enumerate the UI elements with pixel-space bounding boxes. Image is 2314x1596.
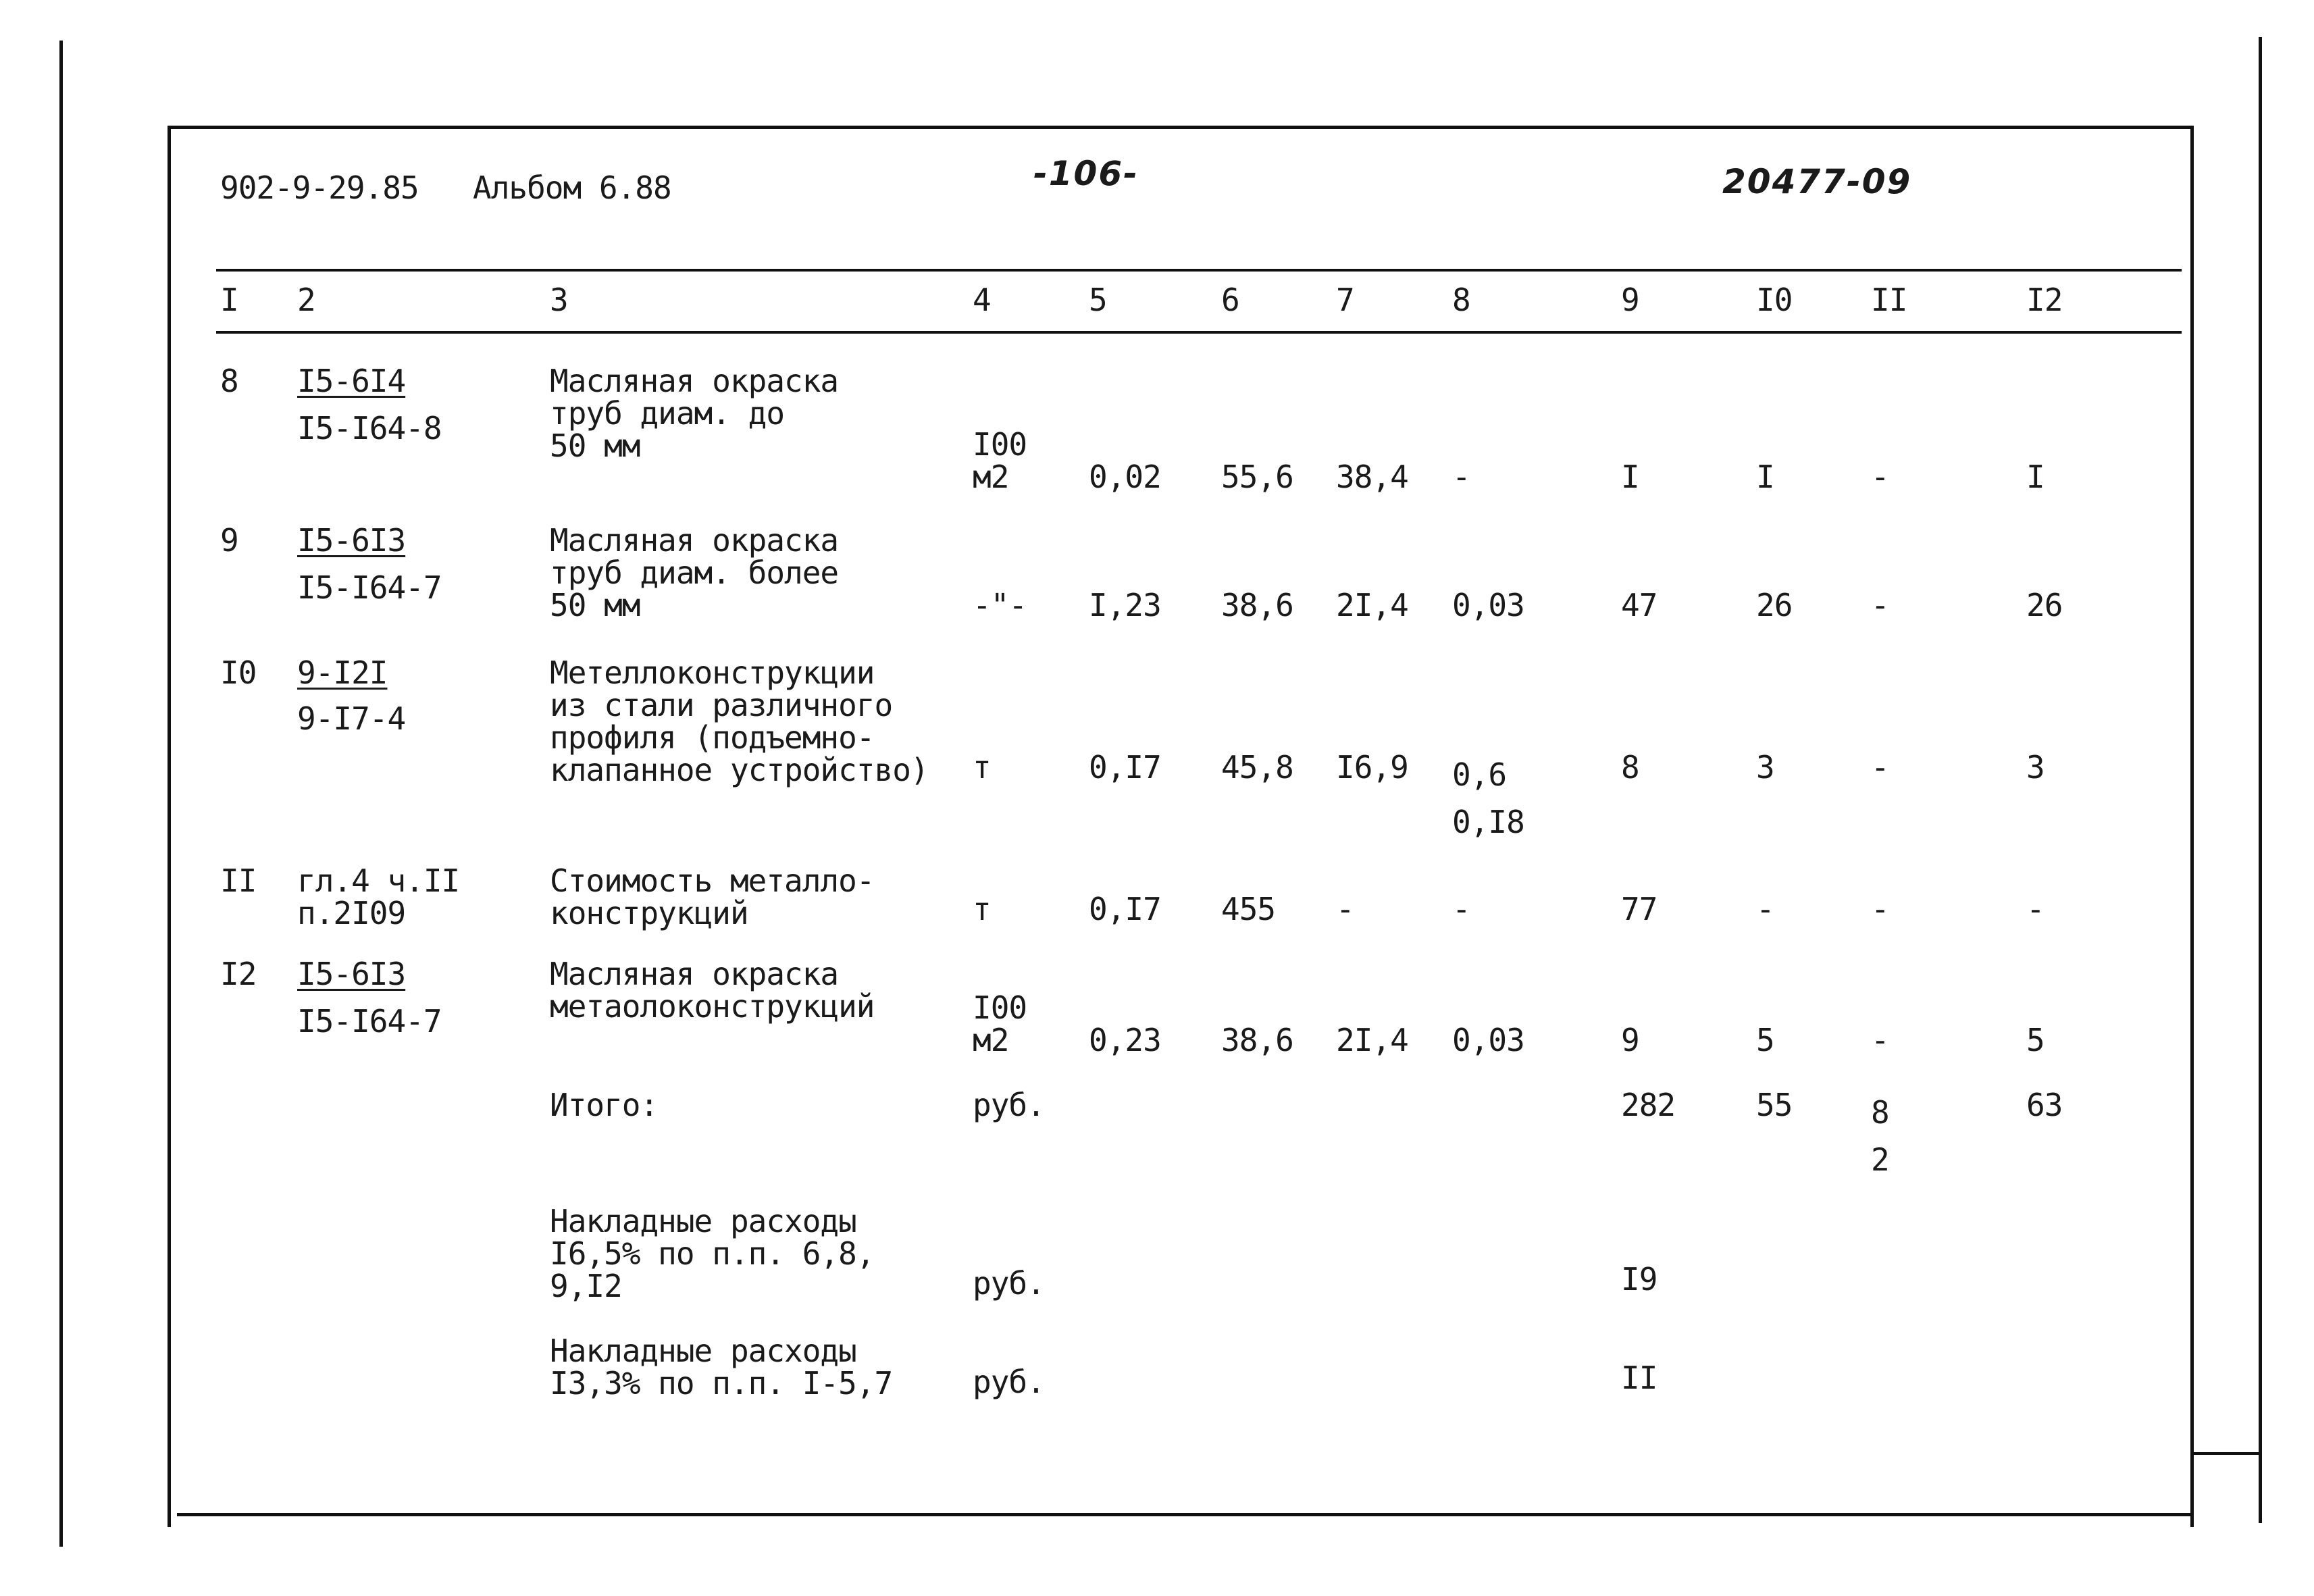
row-9-c8: 0,03 bbox=[1452, 587, 1524, 623]
row-11-num: II bbox=[220, 863, 257, 899]
row-12-c6: 38,6 bbox=[1221, 1022, 1293, 1058]
row-11-code: гл.4 ч.II п.2I09 bbox=[297, 863, 460, 931]
row-9-c5: I,23 bbox=[1089, 587, 1161, 623]
row-10-c12: 3 bbox=[2026, 749, 2045, 786]
row-8-c7: 38,4 bbox=[1336, 459, 1408, 495]
row-9-c11: - bbox=[1871, 587, 1889, 623]
row-8-c8: - bbox=[1452, 459, 1470, 495]
row-8-unit: I00 м2 bbox=[973, 426, 1027, 495]
col-header-6: 6 bbox=[1221, 282, 1239, 318]
col-header-2: 2 bbox=[297, 282, 315, 318]
overhead-2-unit: руб. bbox=[973, 1364, 1045, 1400]
stamp-number: 20477-09 bbox=[1722, 162, 1912, 201]
col-header-7: 7 bbox=[1336, 282, 1354, 318]
col-header-8: 8 bbox=[1452, 282, 1470, 318]
row-10-unit: т bbox=[973, 749, 991, 786]
overhead-2-label: Накладные расходы I3,3% по п.п. I-5,7 bbox=[550, 1333, 893, 1401]
row-9-c10: 26 bbox=[1756, 587, 1793, 623]
row-10-num: I0 bbox=[220, 654, 257, 691]
row-12-desc: Масляная окраска метаолоконструкций bbox=[550, 956, 875, 1025]
totals-c10: 55 bbox=[1756, 1087, 1793, 1123]
col-header-1: I bbox=[220, 282, 238, 318]
row-8-desc: Масляная окраска труб диам. до 50 мм bbox=[550, 363, 839, 464]
row-8-c11: - bbox=[1871, 459, 1889, 495]
row-12-num: I2 bbox=[220, 956, 257, 992]
row-9-code-top: I5-6I3 bbox=[297, 522, 406, 559]
overhead-1-label: Накладные расходы I6,5% по п.п. 6,8, 9,I2 bbox=[550, 1203, 875, 1304]
row-12-c12: 5 bbox=[2026, 1022, 2045, 1058]
row-10-c10: 3 bbox=[1756, 749, 1774, 786]
row-10-c5: 0,I7 bbox=[1089, 749, 1161, 786]
row-12-c5: 0,23 bbox=[1089, 1022, 1161, 1058]
row-10-c8: 0,6 0,I8 bbox=[1452, 756, 1524, 840]
row-12-c10: 5 bbox=[1756, 1022, 1774, 1058]
table-header-top-line bbox=[216, 269, 2182, 272]
left-margin-line bbox=[59, 41, 63, 1547]
row-11-c6: 455 bbox=[1221, 891, 1276, 927]
row-11-c9: 77 bbox=[1621, 891, 1657, 927]
totals-c9: 282 bbox=[1621, 1087, 1676, 1123]
row-12-c9: 9 bbox=[1621, 1022, 1639, 1058]
row-11-c5: 0,I7 bbox=[1089, 891, 1161, 927]
totals-label: Итого: bbox=[550, 1087, 659, 1123]
row-8-code-top: I5-6I4 bbox=[297, 363, 406, 399]
row-12-code-top: I5-6I3 bbox=[297, 956, 406, 992]
row-11-desc: Стоимость металло- конструкций bbox=[550, 863, 875, 931]
doc-code: 902-9-29.85 bbox=[220, 170, 419, 206]
row-9-unit: -"- bbox=[973, 587, 1027, 623]
row-11-c7: - bbox=[1336, 891, 1354, 927]
frame-right bbox=[2190, 126, 2194, 1527]
row-8-num: 8 bbox=[220, 363, 238, 399]
row-10-desc: Метеллоконструкции из стали различного профиля (подъемно- клапанное устройство) bbox=[550, 654, 929, 788]
row-9-c12: 26 bbox=[2026, 587, 2063, 623]
row-10-c9: 8 bbox=[1621, 749, 1639, 786]
col-header-5: 5 bbox=[1089, 282, 1107, 318]
overhead-1-c9: I9 bbox=[1621, 1261, 1657, 1297]
row-12-unit: I00 м2 bbox=[973, 989, 1027, 1058]
totals-c11: 8 2 bbox=[1871, 1094, 1889, 1178]
row-8-c9: I bbox=[1621, 459, 1639, 495]
col-header-12: I2 bbox=[2026, 282, 2063, 318]
col-header-9: 9 bbox=[1621, 282, 1639, 318]
row-10-code-bottom: 9-I7-4 bbox=[297, 700, 406, 737]
totals-c12: 63 bbox=[2026, 1087, 2063, 1123]
row-12-c8: 0,03 bbox=[1452, 1022, 1524, 1058]
row-9-code-bottom: I5-I64-7 bbox=[297, 569, 442, 606]
row-11-c10: - bbox=[1756, 891, 1774, 927]
frame-bottom bbox=[177, 1513, 2193, 1516]
col-header-3: 3 bbox=[550, 282, 568, 318]
frame-top bbox=[168, 126, 2194, 129]
row-12-c7: 2I,4 bbox=[1336, 1022, 1408, 1058]
row-10-c11: - bbox=[1871, 749, 1889, 786]
row-10-code-top: 9-I2I bbox=[297, 654, 388, 691]
row-12-c11: - bbox=[1871, 1022, 1889, 1058]
col-header-11: II bbox=[1871, 282, 1907, 318]
row-9-c6: 38,6 bbox=[1221, 587, 1293, 623]
overhead-2-c9: II bbox=[1621, 1360, 1657, 1396]
totals-unit: руб. bbox=[973, 1087, 1045, 1123]
row-10-c7: I6,9 bbox=[1336, 749, 1408, 786]
table-header-bottom-line bbox=[216, 331, 2182, 334]
row-9-num: 9 bbox=[220, 522, 238, 559]
row-11-c12: - bbox=[2026, 891, 2045, 927]
row-11-unit: т bbox=[973, 891, 991, 927]
row-8-code-bottom: I5-I64-8 bbox=[297, 410, 442, 446]
row-9-desc: Масляная окраска труб диам. более 50 мм bbox=[550, 522, 839, 623]
row-8-c6: 55,6 bbox=[1221, 459, 1293, 495]
corner-tab-line bbox=[2192, 1452, 2260, 1455]
album-label: Альбом 6.88 bbox=[473, 170, 671, 206]
right-margin-line bbox=[2259, 37, 2262, 1523]
row-8-c12: I bbox=[2026, 459, 2045, 495]
row-9-c9: 47 bbox=[1621, 587, 1657, 623]
row-11-c8: - bbox=[1452, 891, 1470, 927]
row-9-c7: 2I,4 bbox=[1336, 587, 1408, 623]
overhead-1-unit: руб. bbox=[973, 1265, 1045, 1302]
page-number: -106- bbox=[1033, 154, 1139, 193]
row-10-c6: 45,8 bbox=[1221, 749, 1293, 786]
row-8-c5: 0,02 bbox=[1089, 459, 1161, 495]
frame-left bbox=[168, 126, 171, 1527]
row-11-c11: - bbox=[1871, 891, 1889, 927]
col-header-10: I0 bbox=[1756, 282, 1793, 318]
row-12-code-bottom: I5-I64-7 bbox=[297, 1003, 442, 1039]
col-header-4: 4 bbox=[973, 282, 991, 318]
row-8-c10: I bbox=[1756, 459, 1774, 495]
